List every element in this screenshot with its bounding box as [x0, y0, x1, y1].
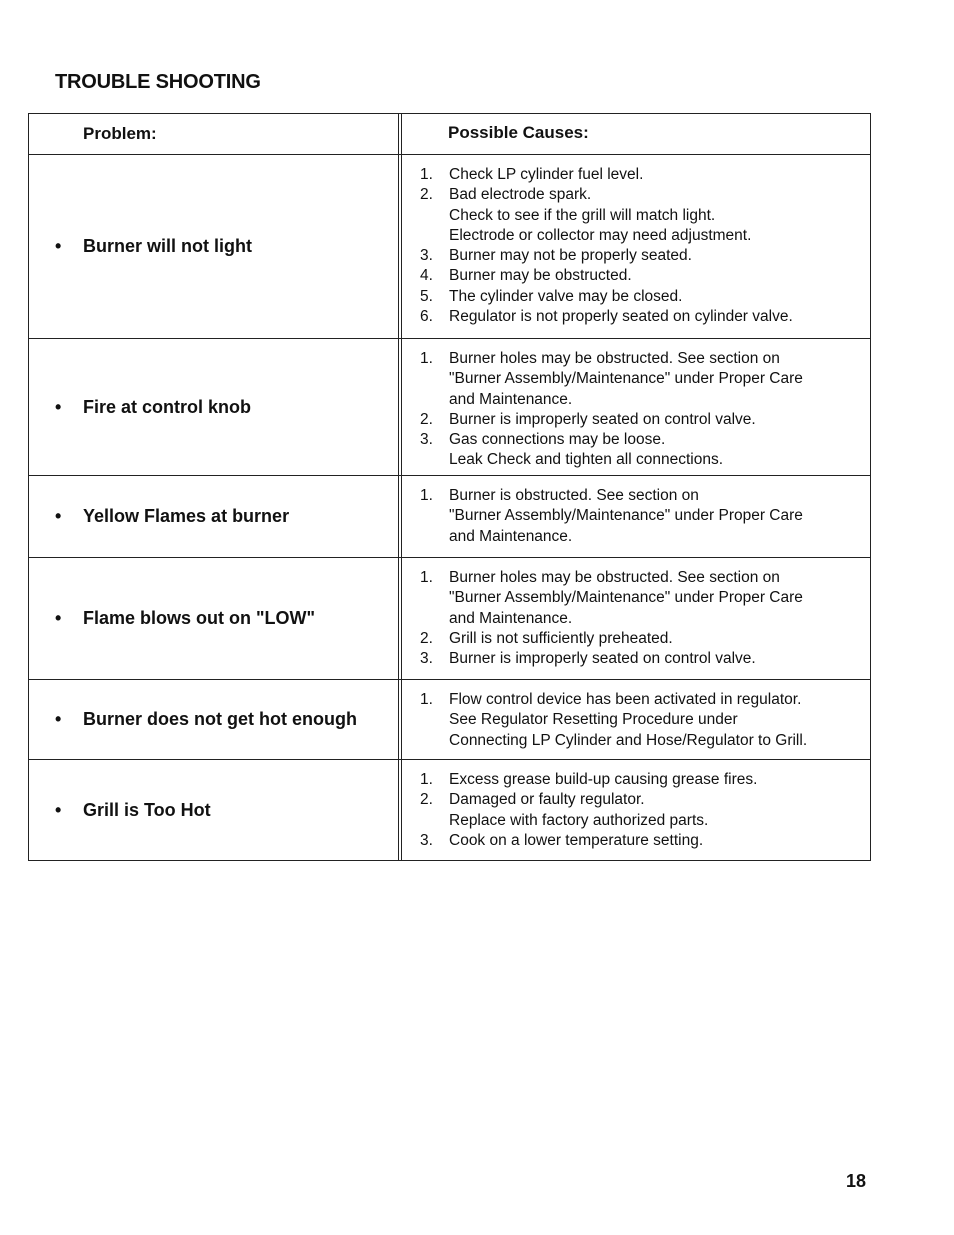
table-row [29, 155, 870, 339]
cause-text [449, 649, 756, 669]
cause-line: Cook on a lower temperature setting. [449, 831, 704, 849]
cause-line: See Regulator Resetting Procedure under [449, 711, 738, 729]
cause-text [449, 165, 643, 185]
causes-list [420, 165, 870, 327]
cause-line: Check to see if the grill will match light. [449, 206, 716, 224]
cause-text [449, 246, 692, 266]
table-body [29, 155, 870, 861]
bullet-icon: • [55, 799, 62, 820]
cause-number: 3. [420, 431, 433, 449]
cause-text [449, 410, 756, 430]
cause-item [420, 770, 870, 790]
problem-text: Flame blows out on "LOW" [83, 608, 316, 628]
cause-item [420, 307, 870, 327]
cause-number: 2. [420, 410, 433, 428]
cause-text [449, 185, 751, 246]
causes-cell [402, 476, 870, 557]
table-row [29, 680, 870, 760]
cause-text [449, 831, 703, 851]
cause-line: Flow control device has been activated in regulator. [449, 691, 802, 708]
cause-number: 4. [420, 267, 433, 285]
cause-text [449, 770, 757, 790]
causes-column-header: Possible Causes: [448, 123, 589, 142]
problem-cell [29, 760, 399, 860]
cause-number: 1. [420, 166, 433, 183]
cause-text [449, 568, 803, 629]
table-row [29, 339, 870, 476]
cause-number: 1. [420, 350, 433, 367]
cause-number: 1. [420, 569, 433, 586]
table-row [29, 476, 870, 558]
cause-line: Bad electrode spark. [449, 186, 592, 204]
cause-line: and Maintenance. [449, 609, 573, 627]
cause-number: 2. [420, 186, 433, 204]
cause-number: 2. [420, 629, 433, 647]
table-row [29, 558, 870, 680]
cause-item [420, 649, 870, 669]
bullet-icon: • [55, 506, 62, 526]
cause-item [420, 486, 870, 547]
problem-label [29, 709, 357, 730]
cause-line: Replace with factory authorized parts. [449, 811, 709, 829]
cause-line: Leak Check and tighten all connections. [449, 451, 724, 469]
causes-cell [402, 680, 870, 759]
cause-line: Burner may not be properly seated. [449, 247, 692, 265]
cause-item [420, 430, 870, 471]
cause-text [449, 349, 803, 410]
cause-text [449, 430, 723, 471]
cause-item [420, 185, 870, 246]
bullet-icon: • [55, 608, 62, 628]
cause-line: Burner is obstructed. See section on [449, 487, 699, 504]
cause-line: Burner may be obstructed. [449, 267, 632, 285]
cause-line: Burner is improperly seated on control valve. [449, 650, 756, 668]
cause-number: 3. [420, 247, 433, 265]
cause-line: Electrode or collector may need adjustment. [449, 226, 752, 244]
cause-item [420, 410, 870, 430]
cause-line: Damaged or faulty regulator. [449, 791, 645, 809]
cause-line: The cylinder valve may be closed. [449, 287, 683, 305]
causes-cell [402, 339, 870, 475]
problem-label [29, 506, 289, 527]
cause-item [420, 287, 870, 307]
problem-cell [29, 339, 399, 475]
problem-label [29, 608, 315, 629]
cause-text [449, 486, 803, 547]
problem-column-header: Problem: [29, 114, 399, 154]
problem-cell [29, 476, 399, 557]
page-title: TROUBLE SHOOTING [55, 71, 261, 93]
causes-list [420, 349, 870, 471]
cause-text [449, 629, 673, 649]
problem-label [29, 236, 252, 257]
cause-line: Check LP cylinder fuel level. [449, 166, 644, 183]
problem-text: Burner will not light [83, 236, 252, 256]
problem-cell [29, 155, 399, 338]
cause-number: 1. [420, 771, 433, 788]
problem-text: Grill is Too Hot [83, 799, 211, 820]
causes-list [420, 568, 870, 669]
cause-text [449, 287, 682, 307]
page-number: 18 [846, 1171, 867, 1191]
cause-text [449, 266, 632, 286]
troubleshooting-table [28, 113, 871, 861]
cause-text [449, 690, 807, 751]
cause-line: "Burner Assembly/Maintenance" under Proper Care [449, 507, 803, 525]
causes-list [420, 770, 870, 851]
causes-list [420, 690, 870, 751]
table-header-row [29, 114, 870, 155]
cause-text [449, 790, 708, 831]
problem-text: Yellow Flames at burner [83, 506, 290, 526]
cause-line: "Burner Assembly/Maintenance" under Proper Care [449, 370, 803, 388]
causes-cell [402, 558, 870, 679]
causes-cell [402, 760, 870, 860]
cause-line: Gas connections may be loose. [449, 431, 666, 449]
causes-cell [402, 155, 870, 338]
cause-line: Excess grease build-up causing grease fires. [449, 771, 758, 788]
problem-text: Fire at control knob [83, 396, 252, 417]
cause-line: Grill is not sufficiently preheated. [449, 629, 673, 647]
cause-line: "Burner Assembly/Maintenance" under Proper Care [449, 589, 803, 607]
cause-line: Regulator is not properly seated on cylinder valve. [449, 308, 793, 326]
cause-line: Connecting LP Cylinder and Hose/Regulator to Grill. [449, 731, 808, 749]
cause-line: Burner is improperly seated on control valve. [449, 410, 756, 428]
problem-cell [29, 680, 399, 759]
cause-number: 1. [420, 487, 433, 504]
cause-item [420, 690, 870, 751]
problem-text: Burner does not get hot enough [83, 709, 357, 729]
problem-cell [29, 558, 399, 679]
cause-number: 2. [420, 791, 433, 809]
cause-number: 3. [420, 831, 433, 849]
cause-item [420, 568, 870, 629]
cause-number: 5. [420, 287, 433, 305]
cause-item [420, 266, 870, 286]
cause-line: Burner holes may be obstructed. See section on [449, 350, 780, 367]
cause-item [420, 246, 870, 266]
cause-item [420, 831, 870, 851]
cause-text [449, 307, 793, 327]
causes-list [420, 486, 870, 547]
cause-item [420, 165, 870, 185]
cause-number: 6. [420, 308, 433, 326]
cause-item [420, 629, 870, 649]
table-row [29, 760, 870, 861]
cause-item [420, 790, 870, 831]
problem-label [29, 800, 211, 821]
cause-line: and Maintenance. [449, 390, 573, 408]
problem-label [29, 397, 251, 418]
bullet-icon: • [55, 396, 62, 417]
cause-number: 1. [420, 691, 433, 708]
bullet-icon: • [55, 709, 62, 729]
cause-number: 3. [420, 650, 433, 668]
cause-item [420, 349, 870, 410]
cause-line: Burner holes may be obstructed. See section on [449, 569, 780, 586]
bullet-icon: • [55, 236, 62, 256]
cause-line: and Maintenance. [449, 527, 573, 545]
